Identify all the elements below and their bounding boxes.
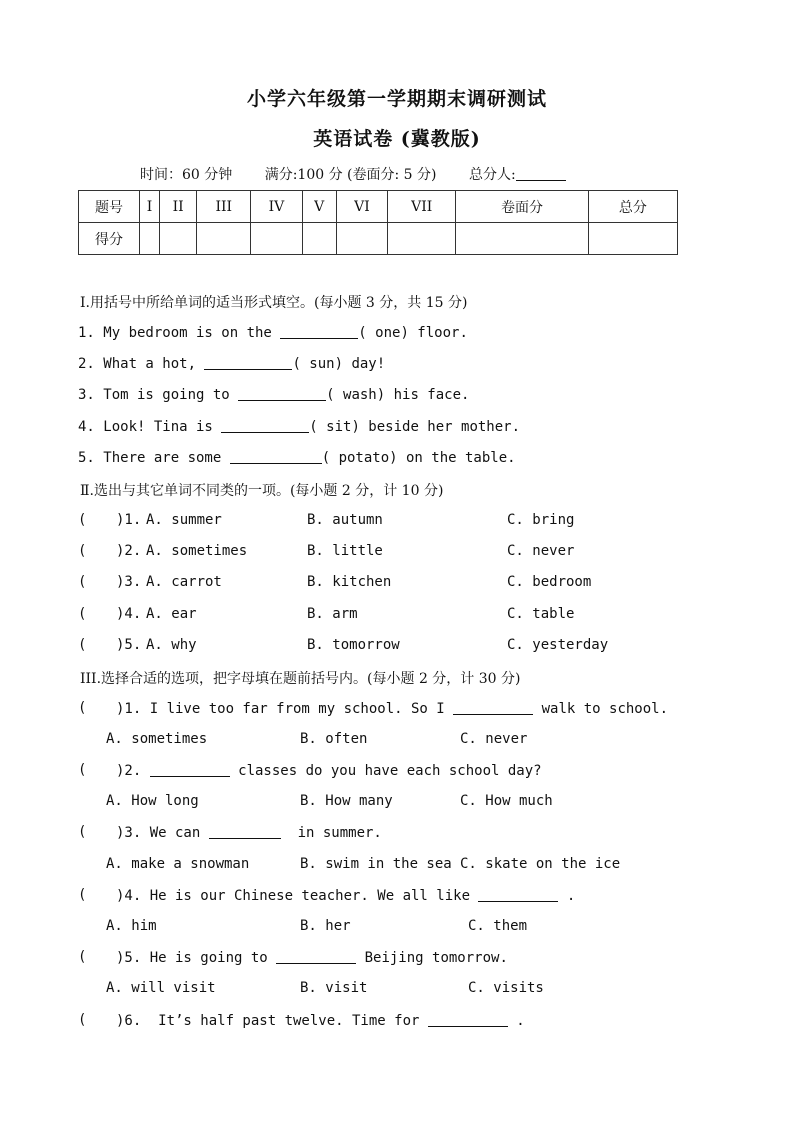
fill-item: 3. Tom is going to ( wash) his face. xyxy=(78,387,470,403)
score-cell: III xyxy=(197,191,251,223)
score-input-cell[interactable] xyxy=(456,223,588,255)
time-info: 时间：60 分钟 xyxy=(140,167,233,183)
score-input-cell[interactable] xyxy=(302,223,336,255)
exam-subtitle: 英语试卷 (冀教版) xyxy=(313,128,481,150)
question-line: )2. classes do you have each school day? xyxy=(116,763,542,779)
question-line: )1. I live too far from my school. So I walk to school. xyxy=(116,701,669,717)
fill-blank[interactable] xyxy=(280,324,358,339)
section2-heading: Ⅱ.选出与其它单词不同类的一项。(每小题 2 分，计 10 分) xyxy=(80,483,444,499)
fill-blank[interactable] xyxy=(204,355,292,370)
score-input-cell[interactable] xyxy=(251,223,302,255)
score-cell: V xyxy=(302,191,336,223)
question-line: )6. It’s half past twelve. Time for . xyxy=(116,1013,525,1029)
answer-paren[interactable]: ( xyxy=(78,824,87,840)
question-line: )4. He is our Chinese teacher. We all like . xyxy=(116,888,576,904)
exam-page: 小学六年级第一学期期末调研测试 英语试卷 (冀教版) 时间：60 分钟 满分:100 分 (卷面分: 5 分) 总分人: 题号 I II III IV V VI VII 卷面分 总分 得分 Ⅰ.用括号中所给单词的适当形式填空。(每小题 3 分，共 15 分) 1. My bedroom is on the ( one) floor. 2. What a hot, ( sun) day! 3. Tom is going to ( wash) his face. 4. Look! Tina is ( sit) beside her mother. 5. There are some ( potato) on the table. Ⅱ.选出与其它单词不同类的一项。(每小题 2 分，计 10 分) ( )1. A. summer B. autumn C. bring ( )2. A. sometimes B. little C. never ( )3. A. carrot B. kitchen C. bedroom ( )4. A. ear B. arm C. table ( )5. A. why B. tomorrow C. yesterday III.选择合适的选项，把字母填在题前括号内。(每小题 2 分，计 30 分) ( )1. I live too far from my school. So I walk to school. A. sometimes B. often C. never ( )2. classes do you have each school day? A. How long B. How many C. How much ( )3. We can in summer. A. make a snowman B. swim in the sea C. skate on the ice ( )4. He is our Chinese teacher. We all like . A. him B. her C. them ( )5. He is going to Beijing tomorrow. A. will visit B. visit C. visits ( )6. It’s half past twelve. Time for . xyxy=(0,0,794,1123)
fill-item: 4. Look! Tina is ( sit) beside her mother. xyxy=(78,419,521,435)
question-blank[interactable] xyxy=(209,824,281,839)
score-input-cell[interactable] xyxy=(140,223,160,255)
score-input-cell[interactable] xyxy=(588,223,677,255)
score-row-label: 得分 xyxy=(79,223,140,255)
fill-blank[interactable] xyxy=(230,449,322,464)
question-blank[interactable] xyxy=(428,1012,508,1027)
score-value-row xyxy=(79,223,678,255)
score-cell: 卷面分 xyxy=(456,191,588,223)
question-blank[interactable] xyxy=(276,949,356,964)
question-blank[interactable] xyxy=(453,700,533,715)
score-input-cell[interactable] xyxy=(160,223,197,255)
score-cell: 题号 xyxy=(79,191,140,223)
question-blank[interactable] xyxy=(150,762,230,777)
score-cell: I xyxy=(140,191,160,223)
score-table xyxy=(78,190,678,255)
score-header-row xyxy=(79,191,678,223)
answer-paren[interactable]: ( xyxy=(78,637,87,653)
score-cell: IV xyxy=(251,191,302,223)
fill-item: 1. My bedroom is on the ( one) floor. xyxy=(78,325,468,341)
score-cell: VI xyxy=(336,191,387,223)
score-cell: 总分 xyxy=(588,191,677,223)
fill-item: 5. There are some ( potato) on the table. xyxy=(78,450,516,466)
fill-blank[interactable] xyxy=(238,386,326,401)
question-line: )3. We can in summer. xyxy=(116,825,382,841)
answer-paren[interactable]: ( xyxy=(78,700,87,716)
score-cell: II xyxy=(160,191,197,223)
answer-paren[interactable]: ( xyxy=(78,887,87,903)
full-score-info: 满分:100 分 (卷面分: 5 分) xyxy=(264,167,437,183)
fill-blank[interactable] xyxy=(221,418,309,433)
answer-paren[interactable]: ( xyxy=(78,543,87,559)
fill-item: 2. What a hot, ( sun) day! xyxy=(78,356,386,372)
score-input-cell[interactable] xyxy=(336,223,387,255)
answer-paren[interactable]: ( xyxy=(78,574,87,590)
answer-paren[interactable]: ( xyxy=(78,512,87,528)
section1-heading: Ⅰ.用括号中所给单词的适当形式填空。(每小题 3 分，共 15 分) xyxy=(80,295,468,311)
score-input-cell[interactable] xyxy=(197,223,251,255)
score-input-cell[interactable] xyxy=(388,223,456,255)
answer-paren[interactable]: ( xyxy=(78,949,87,965)
total-person-label: 总分人: xyxy=(468,167,516,183)
exam-title: 小学六年级第一学期期末调研测试 xyxy=(246,88,547,110)
question-line: )5. He is going to Beijing tomorrow. xyxy=(116,950,508,966)
answer-paren[interactable]: ( xyxy=(78,606,87,622)
exam-info xyxy=(140,164,594,184)
answer-paren[interactable]: ( xyxy=(78,1012,87,1028)
section3-heading: III.选择合适的选项，把字母填在题前括号内。(每小题 2 分，计 30 分) xyxy=(80,671,521,687)
question-blank[interactable] xyxy=(478,887,558,902)
score-cell: VII xyxy=(388,191,456,223)
total-person-blank[interactable] xyxy=(516,166,566,181)
answer-paren[interactable]: ( xyxy=(78,762,87,778)
